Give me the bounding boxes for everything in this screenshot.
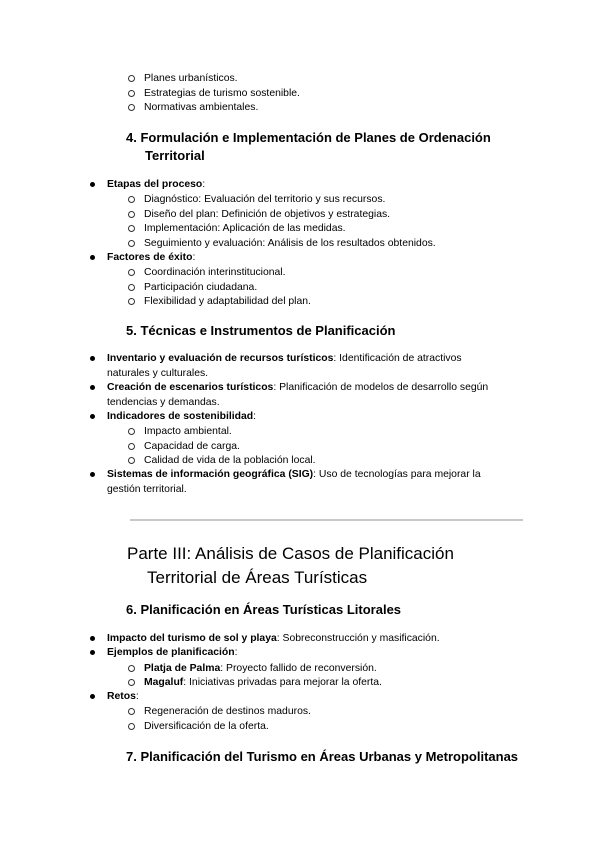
- circle-bullet-icon: [128, 708, 135, 715]
- section-7-heading: 7. Planificación del Turismo en Áreas Urbanas y Metropolitanas: [126, 749, 519, 764]
- list-item: Seguimiento y evaluación: Análisis de los resultados obtenidos.: [144, 238, 436, 249]
- item-text: : Planificación de modelos de desarrollo según: [273, 382, 489, 393]
- item-label: Impacto del turismo de sol y playa: [107, 633, 277, 644]
- list-item-cont: tendencias y demandas.: [107, 397, 220, 408]
- disc-bullet-icon: [90, 650, 95, 655]
- circle-bullet-icon: [128, 269, 135, 276]
- list-item: Impacto ambiental.: [144, 426, 232, 437]
- circle-bullet-icon: [128, 75, 135, 82]
- item-text: : Identificación de atractivos: [333, 353, 462, 364]
- disc-bullet-icon: [90, 255, 95, 260]
- list-item-cont: gestión territorial.: [107, 484, 187, 495]
- disc-bullet-icon: [90, 356, 95, 361]
- colon: :: [253, 411, 256, 422]
- list-item: Normativas ambientales.: [144, 102, 259, 113]
- list-item: Regeneración de destinos maduros.: [144, 706, 311, 717]
- circle-bullet-icon: [128, 723, 135, 730]
- item-label: Platja de Palma: [144, 663, 221, 674]
- list-item: [107, 410, 256, 424]
- disc-bullet-icon: [90, 385, 95, 390]
- colon: :: [192, 252, 196, 263]
- circle-bullet-icon: [128, 679, 135, 686]
- section-5-heading: 5. Técnicas e Instrumentos de Planificación: [126, 323, 396, 338]
- circle-bullet-icon: [128, 196, 135, 203]
- circle-bullet-icon: [128, 240, 135, 247]
- list-item: [107, 352, 462, 366]
- list-item: Capacidad de carga.: [144, 441, 240, 452]
- list-item: Participación ciudadana.: [144, 282, 258, 293]
- circle-bullet-icon: [128, 443, 135, 450]
- disc-bullet-icon: [90, 182, 95, 187]
- item-label: Etapas del proceso: [107, 179, 203, 190]
- circle-bullet-icon: [128, 104, 135, 111]
- item-text: : Proyecto fallido de reconversión.: [220, 663, 377, 674]
- list-item: [107, 178, 205, 192]
- list-item: Diversificación de la oferta.: [144, 721, 269, 732]
- disc-bullet-icon: [90, 414, 95, 419]
- horizontal-divider: [130, 519, 523, 521]
- list-item: [107, 632, 440, 646]
- circle-bullet-icon: [128, 665, 135, 672]
- circle-bullet-icon: [128, 457, 135, 464]
- list-item: Coordinación interinstitucional.: [144, 267, 286, 278]
- list-item: Calidad de vida de la población local.: [144, 455, 316, 466]
- item-label: Sistemas de información geográfica (SIG): [107, 469, 314, 480]
- section-4-heading: 4. Formulación e Implementación de Planes de Ordenación: [126, 130, 491, 145]
- section-4-heading-cont: Territorial: [145, 148, 205, 163]
- list-item-cont: naturales y culturales.: [107, 368, 209, 379]
- disc-bullet-icon: [90, 694, 95, 699]
- item-label: Retos: [107, 691, 136, 702]
- list-item: Flexibilidad y adaptabilidad del plan.: [144, 296, 311, 307]
- list-item: [144, 662, 377, 676]
- item-text: : Iniciativas privadas para mejorar la oferta.: [183, 677, 382, 688]
- section-6-heading: 6. Planificación en Áreas Turísticas Litorales: [126, 602, 402, 617]
- circle-bullet-icon: [128, 211, 135, 218]
- part-3-heading-cont: Territorial de Áreas Turísticas: [147, 568, 368, 587]
- list-item: [107, 690, 139, 704]
- disc-bullet-icon: [90, 636, 95, 641]
- item-label: Indicadores de sostenibilidad: [107, 411, 254, 422]
- list-item: Diseño del plan: Definición de objetivos y estrategias.: [144, 209, 391, 220]
- circle-bullet-icon: [128, 428, 135, 435]
- colon: :: [202, 179, 206, 190]
- list-item: [107, 646, 238, 660]
- item-label: Creación de escenarios turísticos: [107, 382, 274, 393]
- item-text: : Uso de tecnologías para mejorar la: [313, 469, 481, 480]
- circle-bullet-icon: [128, 225, 135, 232]
- item-label: Ejemplos de planificación: [107, 647, 235, 658]
- circle-bullet-icon: [128, 90, 135, 97]
- disc-bullet-icon: [90, 472, 95, 477]
- circle-bullet-icon: [128, 298, 135, 305]
- list-item: [107, 251, 195, 265]
- list-item: Planes urbanísticos.: [144, 73, 238, 84]
- list-item: Diagnóstico: Evaluación del territorio y sus recursos.: [144, 194, 386, 205]
- list-item: Implementación: Aplicación de las medidas.: [144, 223, 346, 234]
- colon: :: [135, 691, 139, 702]
- list-item: [107, 381, 488, 395]
- item-text: : Sobreconstrucción y masificación.: [276, 633, 440, 644]
- circle-bullet-icon: [128, 284, 135, 291]
- item-label: Magaluf: [144, 677, 184, 688]
- list-item: Estrategias de turismo sostenible.: [144, 88, 300, 99]
- item-label: Inventario y evaluación de recursos turísticos: [107, 353, 334, 364]
- list-item: [144, 676, 382, 690]
- colon: :: [234, 647, 238, 658]
- item-label: Factores de éxito: [107, 252, 193, 263]
- list-item: [107, 468, 481, 482]
- part-3-heading: Parte III: Análisis de Casos de Planificación: [127, 544, 454, 563]
